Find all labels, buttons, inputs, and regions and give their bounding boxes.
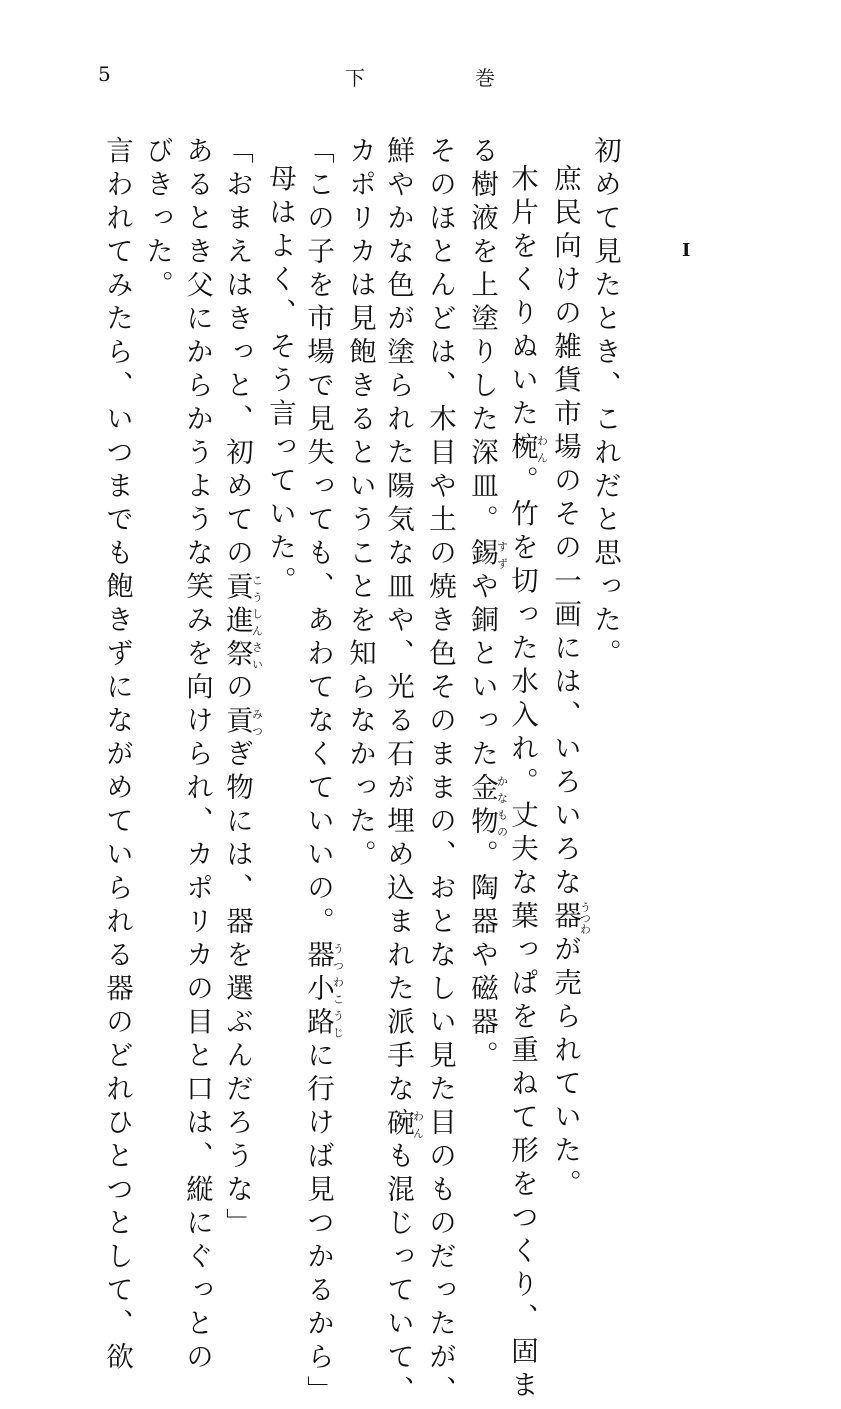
running-head-left: 下 bbox=[345, 66, 365, 90]
text-line-12: びきった。 bbox=[141, 136, 173, 304]
text-line-9: 母はよく、そう言っていた。 bbox=[264, 164, 296, 600]
text-line-11: あるとき父にからかうような笑みを向けられ、カポリカの目と口は、縦にぐっとの bbox=[181, 136, 213, 1376]
chapter-number: I bbox=[682, 240, 691, 261]
text-line-2: 庶民向けの雑貨市場のその一画には、いろいろな器うつわが売られていた。 bbox=[549, 164, 592, 1203]
text-line-10: 「おまえはきっと、初めての貢進祭こうしんさいの貢みつぎ物には、器を選ぶんだろうな」 bbox=[221, 136, 264, 1242]
text-line-3: 木片をくりぬいた椀わん。竹を切った水入れ。丈夫な葉っぱを重ねて形をつくり、固ま bbox=[506, 164, 549, 1404]
text-line-7: カポリカは見飽きるということを知らなかった。 bbox=[344, 136, 376, 873]
text-line-5: そのほとんどは、木目や土の焼き色そのままの、おとなしい見た目のものだったが、 bbox=[424, 136, 456, 1409]
text-line-4: る樹液を上塗りした深皿。錫すずや銅といった金物かなもの。陶器や磁器。 bbox=[466, 136, 509, 1074]
text-line-8: 「この子を市場で見失っても、あわてなくていいの。器小路うつわこうじに行けば見つかるから」 bbox=[302, 136, 345, 1409]
text-line-1: 初めて見たとき、これだと思った。 bbox=[589, 136, 621, 672]
page-number: 5 bbox=[98, 62, 111, 86]
running-head bbox=[345, 62, 495, 91]
running-head-right: 巻 bbox=[475, 66, 495, 90]
text-line-6: 鮮やかな色が塗られた陽気な皿や、光る石が埋め込まれた派手な碗わんも混じっていて、 bbox=[382, 136, 425, 1409]
text-line-13: 言われてみたら、いつまでも飽きずにながめていられる器のどれひとつとして、欲 bbox=[101, 136, 133, 1376]
